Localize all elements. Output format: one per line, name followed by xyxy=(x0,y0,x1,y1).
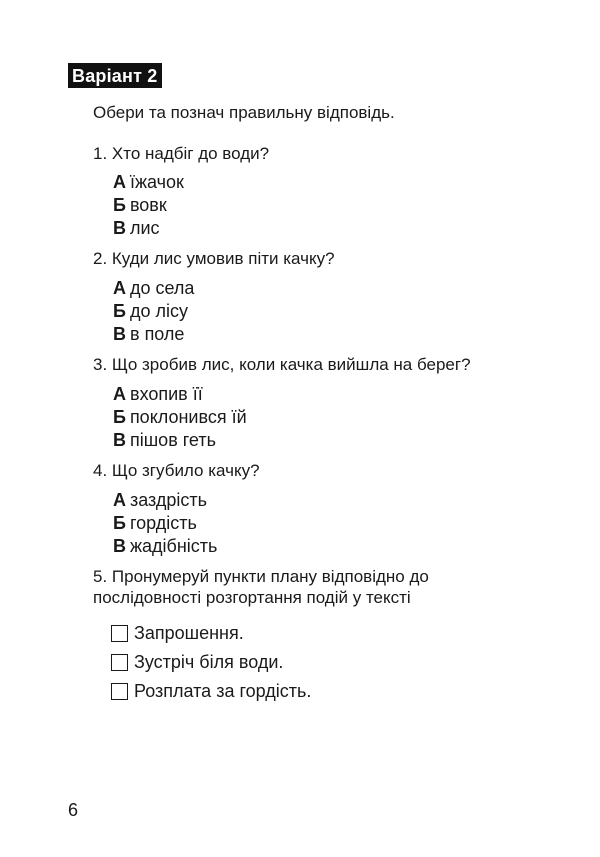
question-2: 2. Куди лис умовив піти качку? xyxy=(93,249,335,268)
option-text: до лісу xyxy=(129,301,188,321)
option-text: гордість xyxy=(129,513,197,533)
option-letter: В xyxy=(113,324,126,344)
option-letter: В xyxy=(113,430,126,450)
option-letter: А xyxy=(113,172,126,192)
option-text: лис xyxy=(130,218,160,238)
instruction-text: Обери та познач правильну відповідь. xyxy=(93,103,395,122)
option-text: жадібність xyxy=(130,536,218,556)
plan-number-box[interactable] xyxy=(111,683,128,700)
q4-option-a[interactable] xyxy=(113,489,207,511)
plan-number-box[interactable] xyxy=(111,654,128,671)
q4-option-c[interactable] xyxy=(113,535,217,557)
question-5-line-2: послідовності розгортання подій у тексті xyxy=(93,588,411,607)
plan-item-text: Запрошення. xyxy=(134,623,244,643)
plan-item-2[interactable] xyxy=(111,651,283,673)
q1-option-a[interactable] xyxy=(113,171,184,193)
question-5-line-1: 5. Пронумеруй пункти плану відповідно до xyxy=(93,567,429,586)
plan-item-3[interactable] xyxy=(111,680,311,702)
plan-item-text: Зустріч біля води. xyxy=(134,652,284,672)
option-letter: В xyxy=(113,536,126,556)
option-letter: А xyxy=(113,278,126,298)
q4-option-b[interactable] xyxy=(113,512,197,534)
variant-badge: Варіант 2 xyxy=(68,63,162,88)
option-letter: А xyxy=(113,490,126,510)
q3-option-b[interactable] xyxy=(113,406,247,428)
option-letter: Б xyxy=(113,195,126,215)
option-text: заздрість xyxy=(130,490,208,510)
q2-option-b[interactable] xyxy=(113,300,188,322)
option-text: в поле xyxy=(130,324,185,344)
option-letter: Б xyxy=(113,301,126,321)
option-text: вхопив її xyxy=(130,384,203,404)
option-letter: Б xyxy=(113,407,126,427)
q3-option-a[interactable] xyxy=(113,383,203,405)
q2-option-c[interactable] xyxy=(113,323,184,345)
question-1: 1. Хто надбіг до води? xyxy=(93,144,270,163)
plan-item-text: Розплата за гордість. xyxy=(134,681,312,701)
question-3: 3. Що зробив лис, коли качка вийшла на берег? xyxy=(93,355,471,374)
option-letter: А xyxy=(113,384,126,404)
option-text: вовк xyxy=(129,195,167,215)
option-letter: Б xyxy=(113,513,126,533)
option-letter: В xyxy=(113,218,126,238)
plan-number-box[interactable] xyxy=(111,625,128,642)
option-text: поклонився їй xyxy=(129,407,247,427)
q3-option-c[interactable] xyxy=(113,429,216,451)
q1-option-c[interactable] xyxy=(113,217,160,239)
q1-option-b[interactable] xyxy=(113,194,167,216)
question-4: 4. Що згубило качку? xyxy=(93,461,260,480)
option-text: до села xyxy=(130,278,195,298)
page-number: 6 xyxy=(68,800,79,820)
option-text: пішов геть xyxy=(130,430,216,450)
plan-item-1[interactable] xyxy=(111,622,244,644)
q2-option-a[interactable] xyxy=(113,277,194,299)
question-5 xyxy=(93,566,553,608)
option-text: їжачок xyxy=(130,172,184,192)
